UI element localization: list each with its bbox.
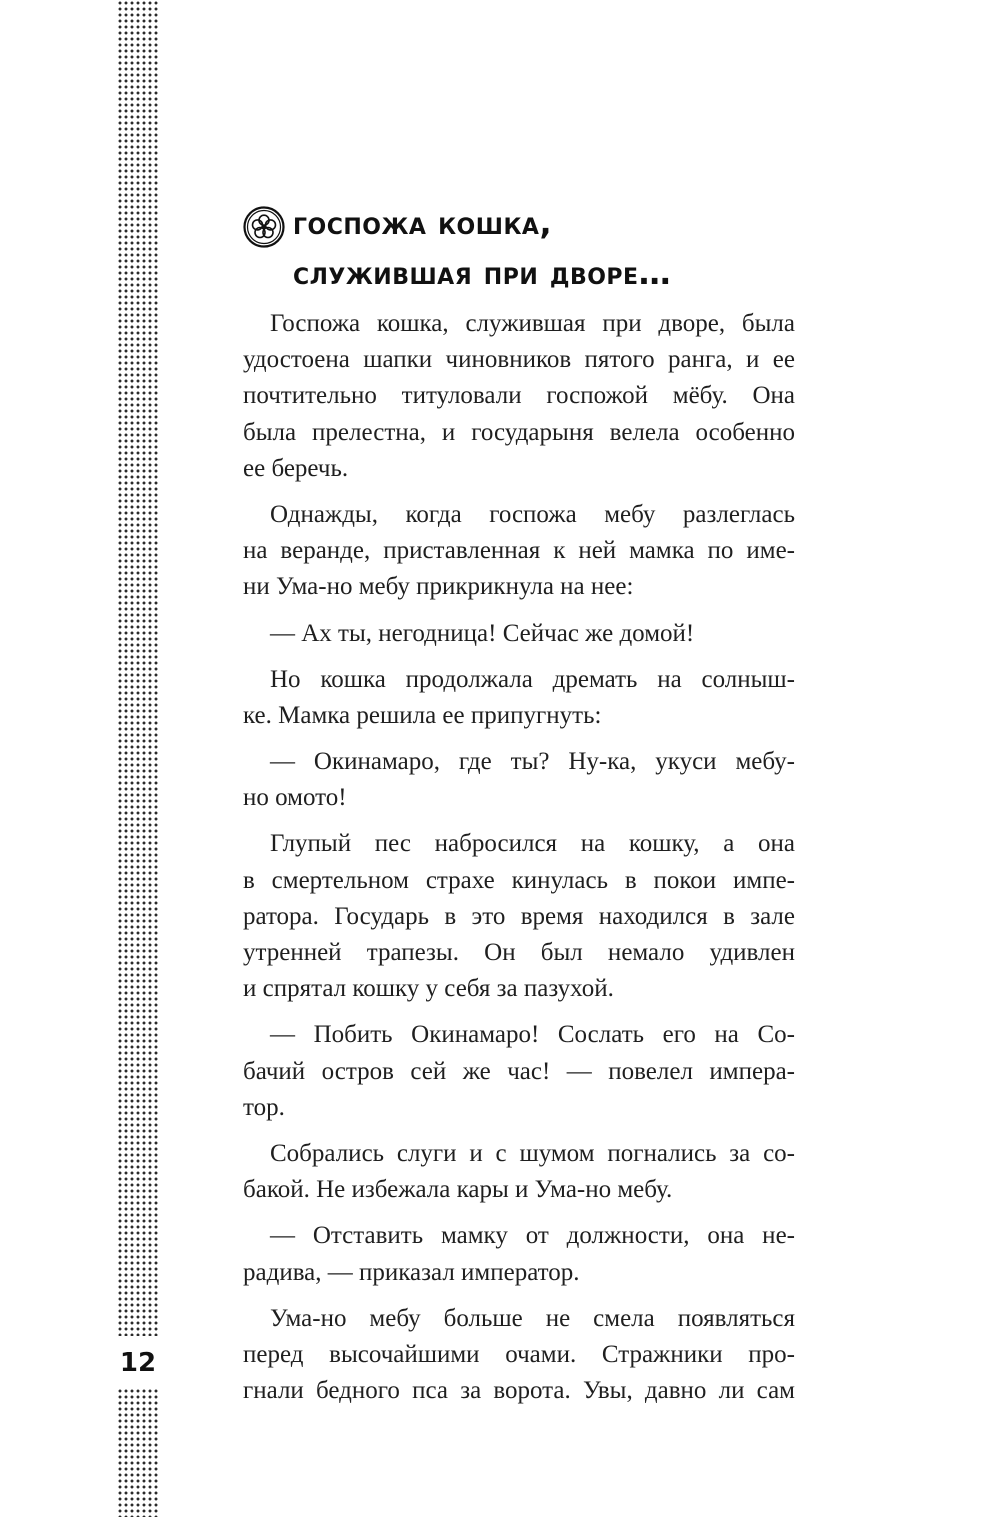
text-line: Госпожа кошка, служившая при дворе, была xyxy=(270,310,795,337)
decorative-dot-border-bottom xyxy=(117,1388,159,1517)
chapter-title-line-1: госпожа кошка, xyxy=(293,204,553,242)
text-line: Но кошка продолжала дремать на солныш- xyxy=(270,665,795,693)
text-line: Собрались слуги и с шумом погнались за со- xyxy=(270,1139,795,1167)
text-line: почтительно титуловали госпожой мёбу. Она xyxy=(243,382,795,410)
text-line: — Ах ты, негодница! Сейчас же домой! xyxy=(270,619,695,647)
chapter-title-line-2: служившая при дворе… xyxy=(293,254,672,292)
text-line: бакой. Не избежала кары и Ума-но мебу. xyxy=(243,1176,673,1204)
text-line: была прелестна, и государыня велела особенно xyxy=(243,418,795,446)
text-line: на веранде, приставленная к ней мамка по име- xyxy=(243,537,795,565)
text-line: удостоена шапки чиновников пятого ранга, и ее xyxy=(243,346,795,374)
text-line: — Побить Окинамаро! Сослать его на Со- xyxy=(270,1021,795,1049)
text-line: перед высочайшими очами. Стражники про- xyxy=(243,1340,795,1368)
flower-emblem-icon xyxy=(243,206,285,248)
text-line: в смертельном страхе кинулась в покои импе- xyxy=(243,866,795,894)
text-line: тор. xyxy=(243,1093,285,1121)
text-line: и спрятал кошку у себя за пазухой. xyxy=(243,975,614,1003)
text-line: — Окинамаро, где ты? Ну-ка, укуси мебу- xyxy=(270,748,795,776)
text-line: ни Ума-но мебу прикрикнула на нее: xyxy=(243,573,634,601)
text-line: Глупый пес набросился на кошку, а она xyxy=(270,830,795,858)
chapter-title xyxy=(293,198,671,298)
text-line: утренней трапезы. Он был немало удивлен xyxy=(243,939,795,966)
body-text xyxy=(243,306,795,1409)
text-line: но омото! xyxy=(243,784,347,812)
text-line: ке. Мамка решила ее припугнуть: xyxy=(243,701,602,729)
text-line: — Отставить мамку от должности, она не- xyxy=(270,1222,795,1250)
text-line: Однажды, когда госпожа мебу разлеглась xyxy=(270,500,795,528)
text-line: Ума-но мебу больше не смела появляться xyxy=(270,1304,795,1332)
text-line: бачий остров сей же час! — повелел импера- xyxy=(243,1057,795,1085)
page-number: 12 xyxy=(119,1348,157,1378)
text-line: гнали бедного пса за ворота. Увы, давно ли сам xyxy=(243,1377,795,1405)
text-line: ратора. Государь в это время находился в зале xyxy=(243,902,795,930)
text-line: радива, — приказал император. xyxy=(243,1258,580,1286)
text-line: ее беречь. xyxy=(243,454,349,482)
decorative-dot-border-top xyxy=(117,0,159,1336)
